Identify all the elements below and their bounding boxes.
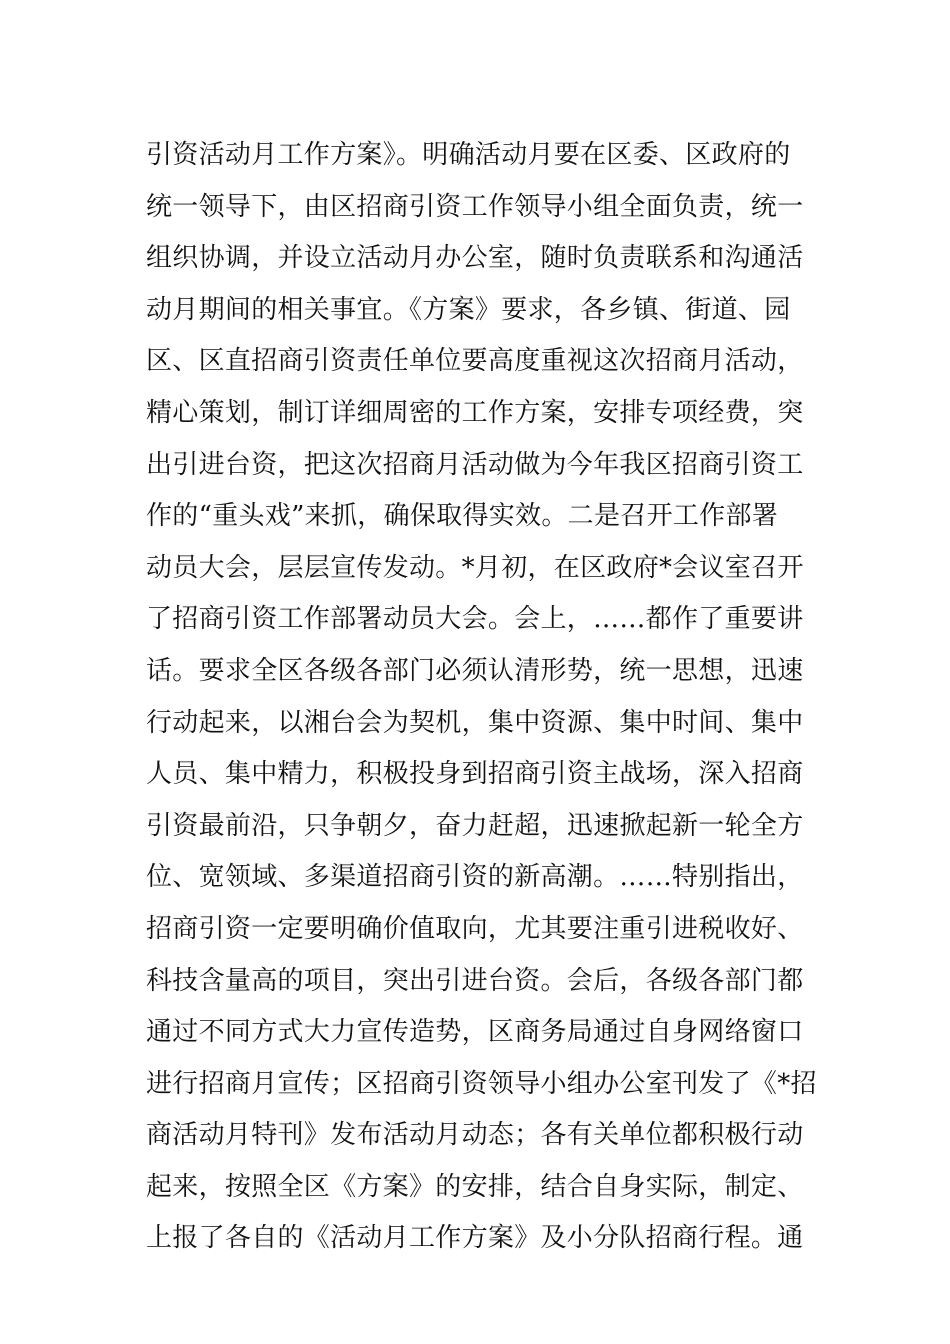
text-line-6: 精心策划，制订详细周密的工作方案，安排专项经费，突 (146, 397, 804, 428)
text-line-11: 话。要求全区各级各部门必须认清形势，统一思想，迅速 (146, 655, 804, 686)
text-line-4: 动月期间的相关事宜。《方案》要求，各乡镇、街道、园 (146, 294, 791, 325)
text-line-1: 引资活动月工作方案》。明确活动月要在区委、区政府的 (146, 140, 791, 170)
text-line-14: 引资最前沿，只争朝夕，奋力赶超，迅速掀起新一轮全方 (146, 810, 804, 841)
text-line-12: 行动起来，以湘台会为契机，集中资源、集中时间、集中 (146, 707, 804, 738)
text-line-7: 出引进台资，把这次招商月活动做为今年我区招商引资工 (146, 449, 804, 480)
text-line-21: 起来，按照全区《方案》的安排，结合自身实际，制定、 (146, 1171, 804, 1202)
text-line-20: 商活动月特刊》发布活动月动态；各有关单位都积极行动 (146, 1120, 804, 1151)
text-line-5: 区、区直招商引资责任单位要高度重视这次招商月活动， (146, 346, 804, 377)
text-line-17: 科技含量高的项目，突出引进台资。会后，各级各部门都 (146, 965, 804, 996)
text-line-10: 了招商引资工作部署动员大会。会上，……都作了重要讲 (146, 604, 804, 635)
text-line-2: 统一领导下，由区招商引资工作领导小组全面负责，统一 (146, 191, 804, 222)
text-line-22: 上报了各自的《活动月工作方案》及小分队招商行程。通 (146, 1223, 804, 1254)
text-line-18: 通过不同方式大力宣传造势，区商务局通过自身网络窗口 (146, 1017, 804, 1048)
text-line-15: 位、宽领域、多渠道招商引资的新高潮。……特别指出， (146, 862, 804, 893)
text-line-3: 组织协调，并设立活动月办公室，随时负责联系和沟通活 (146, 243, 804, 274)
body-paragraph (146, 130, 816, 1265)
text-line-19: 进行招商月宣传；区招商引资领导小组办公室刊发了《*招 (146, 1068, 817, 1099)
text-line-13: 人员、集中精力，积极投身到招商引资主战场，深入招商 (146, 759, 804, 790)
text-line-16: 招商引资一定要明确价值取向，尤其要注重引进税收好、 (146, 913, 804, 944)
text-line-8: 作的“重头戏”来抓，确保取得实效。二是召开工作部署 (146, 501, 779, 532)
text-line-9: 动员大会，层层宣传发动。*月初，在区政府*会议室召开 (146, 552, 804, 583)
